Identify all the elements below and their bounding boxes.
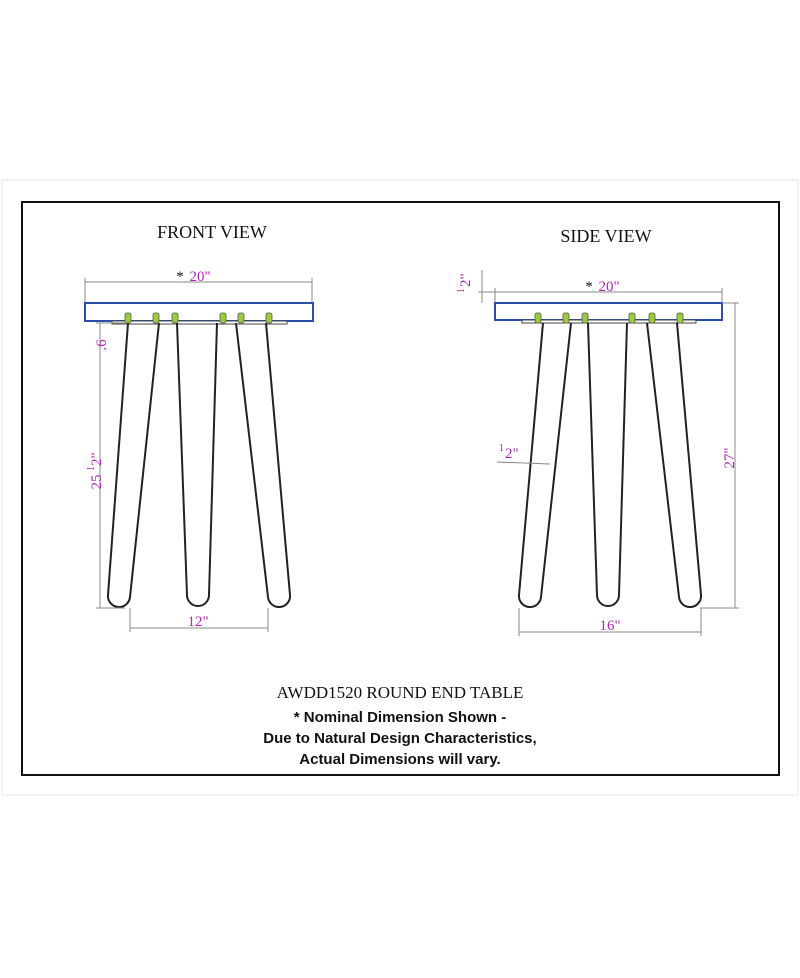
bolt — [220, 313, 226, 323]
front-leg-height-label — [86, 452, 105, 489]
side-leg-right — [647, 323, 701, 607]
front-view-title: FRONT VIEW — [157, 222, 267, 242]
side-view-title: SIDE VIEW — [560, 226, 652, 246]
bolt — [629, 313, 635, 323]
side-top-thickness-den: 2" — [458, 273, 474, 287]
product-title: AWDD1520 ROUND END TABLE — [276, 683, 524, 702]
front-top-width-label: 20" — [189, 269, 211, 285]
bolt — [563, 313, 569, 323]
side-leg-thickness-line — [497, 462, 550, 464]
side-span-label: 16" — [599, 618, 621, 634]
side-top-width-star: * — [585, 279, 593, 295]
side-height-label: 27" — [722, 447, 738, 469]
nominal-note-line2: Due to Natural Design Characteristics, — [263, 730, 537, 747]
side-leg-thickness-num: 1 — [499, 443, 504, 454]
bolt — [535, 313, 541, 323]
bolt — [238, 313, 244, 323]
side-leg-thickness-den: 2" — [505, 446, 519, 462]
side-leg-middle — [588, 323, 627, 606]
side-leg-left — [519, 323, 571, 607]
side-top-thickness-num: 1 — [456, 288, 467, 293]
sheet-border — [2, 180, 798, 795]
front-top-width-star: * — [176, 269, 184, 285]
front-legs — [108, 323, 290, 607]
front-view — [85, 222, 313, 632]
nominal-note-line1: * Nominal Dimension Shown - — [293, 709, 507, 726]
front-leg-height-den: 2" — [89, 452, 105, 466]
front-apron-height-label: .6 — [94, 339, 110, 351]
side-tabletop — [495, 303, 722, 320]
side-view — [456, 226, 739, 636]
bolt — [649, 313, 655, 323]
bolt — [677, 313, 683, 323]
front-leg-height-num: 1 — [86, 466, 97, 471]
front-leg-height-whole: 25 — [89, 474, 105, 490]
bolt — [172, 313, 178, 323]
front-leg-left — [108, 323, 159, 607]
front-leg-right — [236, 323, 290, 607]
bolt — [582, 313, 588, 323]
side-mounting-plate — [522, 320, 696, 323]
front-span-label: 12" — [187, 614, 209, 630]
caption — [263, 683, 536, 768]
side-legs — [519, 323, 701, 607]
nominal-note-line3: Actual Dimensions will vary. — [299, 751, 501, 768]
front-leg-middle — [177, 323, 217, 606]
front-tabletop — [85, 303, 313, 321]
side-top-width-label: 20" — [598, 279, 620, 295]
bolt — [153, 313, 159, 323]
front-mounting-plate — [112, 321, 287, 324]
side-top-thickness-label — [456, 273, 474, 293]
bolt — [125, 313, 131, 323]
bolt — [266, 313, 272, 323]
